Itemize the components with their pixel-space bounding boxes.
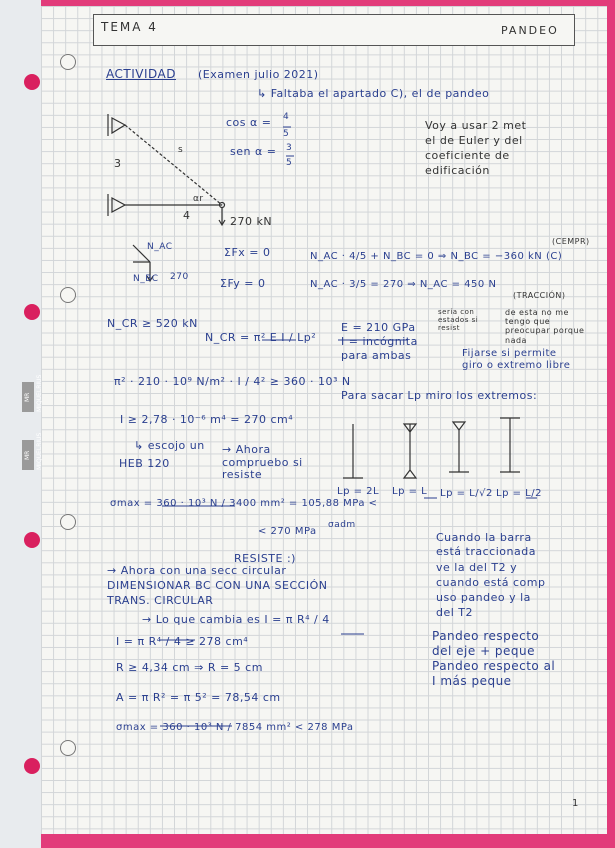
sin-label: sen α = — [230, 145, 277, 158]
cos-denominator: 5 — [283, 129, 290, 139]
page-number: 1 — [572, 798, 579, 809]
resiste-label: RESISTE :) — [234, 552, 296, 565]
missing-note: ↳ Faltaba el apartado C), el de pandeo — [257, 87, 490, 100]
right-note-line: del T2 — [436, 606, 474, 619]
sin-numerator: 3 — [286, 143, 293, 153]
cos-label: cos α = — [226, 116, 272, 129]
right-note-line: cuando está comp — [436, 576, 546, 589]
ncr-formula: N_CR = π² E I / Lp² — [205, 331, 317, 344]
sum-fy: ΣFy = 0 — [220, 277, 266, 290]
choose-profile: ↳ escojo un — [134, 439, 205, 452]
effective-length-note: Para sacar Lp miro los extremos: — [341, 389, 538, 402]
side-note-line: el de Euler y del — [425, 134, 523, 147]
admissible-stress: σadm — [328, 520, 356, 530]
inertia-result: I ≥ 2,78 · 10⁻⁶ m⁴ = 270 cm⁴ — [120, 413, 294, 426]
force-ac-label: N_AC — [147, 242, 173, 252]
ncr-requirement: N_CR ≥ 520 kN — [107, 317, 198, 330]
sum-fx: ΣFx = 0 — [224, 246, 271, 259]
compression-tag: (CEMPR) — [552, 237, 590, 246]
circular-line: I = π R⁴ / 4 ≥ 278 cm⁴ — [116, 635, 249, 648]
traction-tag: (TRACCIÓN) — [513, 291, 566, 300]
right-note-line: está traccionada — [436, 545, 536, 558]
right-note-line: uso pandeo y la — [436, 591, 531, 604]
side-remark: de esta no me tengo que preocupar porque nada — [505, 308, 585, 345]
sin-denominator: 5 — [286, 158, 293, 168]
side-length-left: 3 — [114, 157, 122, 170]
circular-line: A = π R² = π 5² = 78,54 cm — [116, 691, 281, 704]
header-topic: TEMA 4 — [101, 20, 158, 34]
column-label: Lp = L — [392, 486, 428, 497]
side-remark: sería con estados si resist — [438, 308, 479, 333]
force-bc-label: N_BC — [133, 274, 159, 284]
max-stress-equation: σmax = 360 · 10³ N / 3400 mm² = 105,88 MPa < — [110, 498, 378, 509]
stress-limit: < 270 MPa — [258, 526, 317, 537]
side-note-line: coeficiente de — [425, 149, 510, 162]
euler-equation: π² · 210 · 10⁹ N/m² · I / 4² ≥ 360 · 10³ N — [114, 375, 351, 388]
right-note-line: del eje + peque — [432, 644, 536, 658]
circular-line: → Ahora con una secc circular — [107, 564, 287, 577]
cos-numerator: 4 — [283, 112, 290, 122]
side-note-line: edificación — [425, 164, 490, 177]
column-label: Lp = L/2 — [496, 488, 542, 499]
side-note-line: Voy a usar 2 met — [425, 119, 527, 132]
force-270-label: 270 — [170, 272, 189, 282]
circular-line: → Lo que cambia es I = π R⁴ / 4 — [142, 613, 330, 626]
brand-stamp: MR MIQUELRIUS — [24, 374, 43, 412]
right-note-line: ve la del T2 y — [436, 561, 518, 574]
circular-line: R ≥ 4,34 cm ⇒ R = 5 cm — [116, 661, 263, 674]
angle-label: αr — [193, 194, 204, 204]
side-length-bottom: 4 — [183, 209, 191, 222]
equation-x: N_AC · 4/5 + N_BC = 0 ⇒ N_BC = −360 kN (C) — [310, 251, 563, 262]
right-note-line: I más peque — [432, 674, 512, 688]
check-note: → Ahora compruebo si resiste — [222, 443, 303, 482]
profile-name: HEB 120 — [119, 457, 170, 470]
activity-title: ACTIVIDAD — [106, 67, 176, 81]
member-label: s — [178, 145, 184, 155]
header-subject: PANDEO — [501, 24, 559, 37]
equation-y: N_AC · 3/5 = 270 ⇒ N_AC = 450 N — [310, 279, 497, 290]
right-note-line: Pandeo respecto — [432, 629, 540, 643]
circular-line: TRANS. CIRCULAR — [107, 594, 214, 607]
support-note: Fijarse si permite giro o extremo libre — [462, 348, 571, 371]
modulus-e: E = 210 GPa — [341, 321, 416, 334]
column-label: Lp = 2L — [337, 486, 380, 497]
circular-line: DIMENSIONAR BC CON UNA SECCIÓN — [107, 579, 328, 592]
exam-label: (Examen julio 2021) — [198, 68, 319, 81]
load-label: 270 kN — [230, 215, 273, 228]
inertia-unknown: I = incógnita — [341, 335, 418, 348]
both-methods: para ambas — [341, 349, 412, 362]
right-note-line: Cuando la barra — [436, 531, 532, 544]
circular-line: σmax = 360 · 10³ N / 7854 mm² < 278 MPa — [116, 722, 354, 733]
right-note-line: Pandeo respecto al — [432, 659, 556, 673]
brand-stamp: MR MIQUELRIUS — [24, 432, 43, 470]
column-label: Lp = L/√2 — [440, 488, 493, 499]
